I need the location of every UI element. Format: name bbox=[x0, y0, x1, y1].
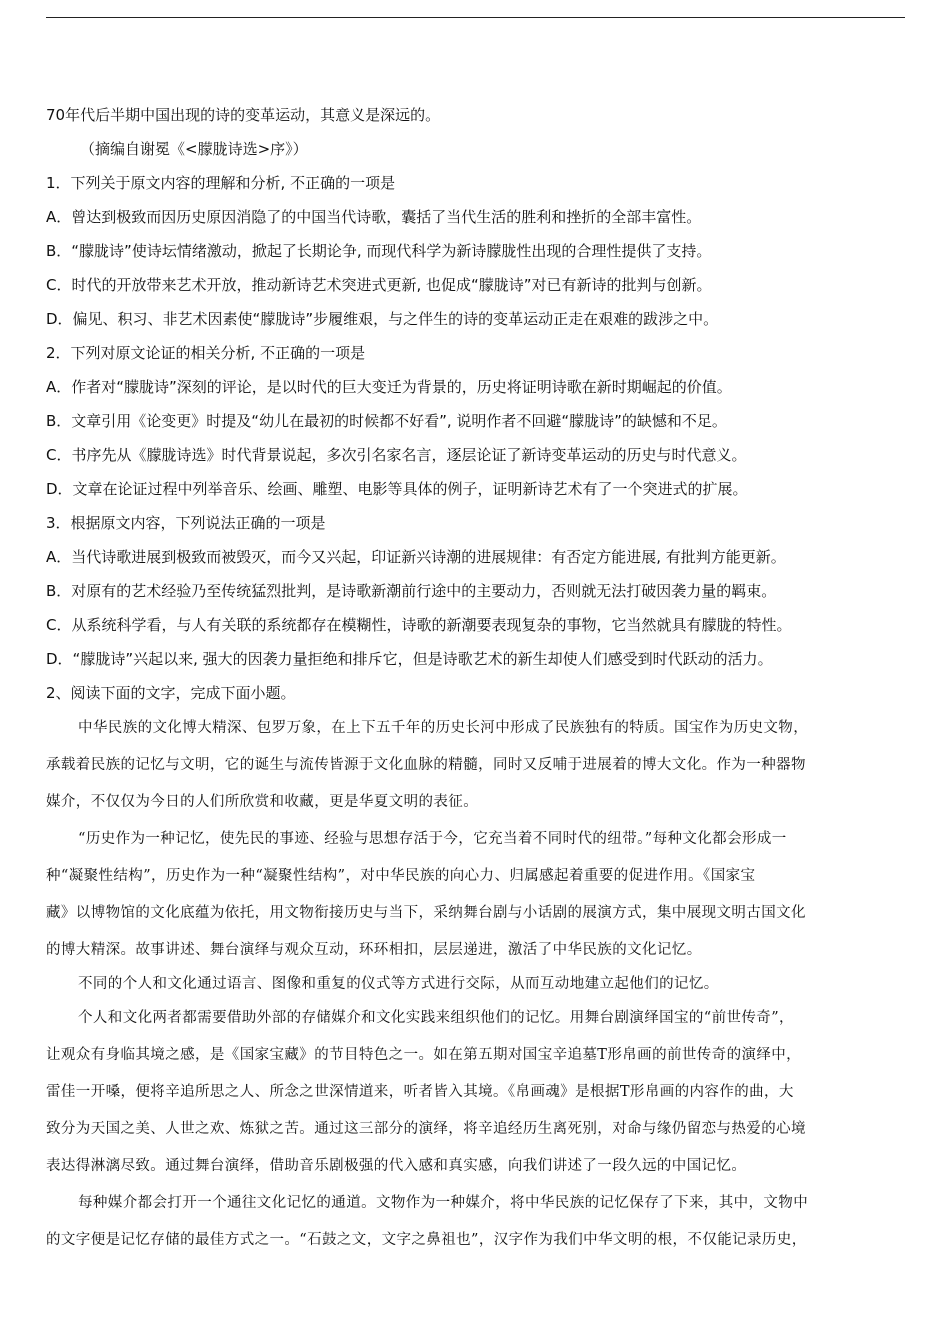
passage-paragraph-2-line-1: “历史作为一种记忆，使先民的事迹、经验与思想存活于今，它充当着不同时代的纽带。”每种文化都会形成一 bbox=[78, 831, 787, 847]
passage-paragraph-5-line-1: 每种媒介都会打开一个通往文化记忆的通道。文物作为一种媒介，将中华民族的记忆保存了下来，其中，文物中 bbox=[78, 1195, 809, 1211]
question-2-option-a: A．作者对“朦胧诗”深刻的评论，是以时代的巨大变迁为背景的，历史将证明诗歌在新时期崛起的价值。 bbox=[46, 378, 732, 396]
passage-paragraph-4-line-5: 表达得淋漓尽致。通过舞台演绎，借助音乐剧极强的代入感和真实感，向我们讲述了一段久远的中国记忆。 bbox=[46, 1158, 747, 1174]
passage-paragraph-1-line-3: 媒介，不仅仅为今日的人们所欣赏和收藏，更是华夏文明的表征。 bbox=[46, 794, 479, 810]
question-1-option-a: A．曾达到极致而因历史原因消隐了的中国当代诗歌，囊括了当代生活的胜利和挫折的全部丰富性。 bbox=[46, 208, 702, 226]
question-1-stem: 1．下列关于原文内容的理解和分析, 不正确的一项是 bbox=[46, 174, 396, 192]
section-2-heading: 2、阅读下面的文字，完成下面小题。 bbox=[46, 684, 296, 702]
intro-line: 70年代后半期中国出现的诗的变革运动，其意义是深远的。 bbox=[46, 106, 441, 124]
passage-paragraph-2-line-4: 的博大精深。故事讲述、舞台演绎与观众互动，环环相扣，层层递进，激活了中华民族的文化记忆。 bbox=[46, 942, 702, 958]
question-1-option-c: C．时代的开放带来艺术开放，推动新诗艺术突进式更新, 也促成“朦胧诗”对已有新诗的批判与创新。 bbox=[46, 276, 712, 294]
question-1-option-d: D．偏见、积习、非艺术因素使“朦胧诗”步履维艰，与之伴生的诗的变革运动正走在艰难的跋涉之中。 bbox=[46, 310, 719, 328]
question-2-option-c: C．书序先从《朦胧诗选》时代背景说起，多次引名家名言，逐层论证了新诗变革运动的历史与时代意义。 bbox=[46, 446, 747, 464]
passage-paragraph-1-line-2: 承载着民族的记忆与文明，它的诞生与流传皆源于文化血脉的精髓，同时又反哺于进展着的博大文化。作为一种器物 bbox=[46, 757, 806, 773]
question-3-stem: 3．根据原文内容，下列说法正确的一项是 bbox=[46, 514, 326, 532]
reading-passage bbox=[46, 710, 910, 1259]
document-body bbox=[46, 98, 910, 1259]
question-3-option-a: A．当代诗歌进展到极致而被毁灭，而今又兴起，印证新兴诗潮的进展规律：有否定方能进展, 有批判方能更新。 bbox=[46, 548, 786, 566]
passage-paragraph-4-line-4: 致分为天国之美、人世之欢、炼狱之苦。通过这三部分的演绎，将辛追经历生离死别，对命与缘仍留恋与热爱的心境 bbox=[46, 1121, 806, 1137]
question-2-stem: 2．下列对原文论证的相关分析, 不正确的一项是 bbox=[46, 344, 366, 362]
passage-paragraph-4-line-2: 让观众有身临其境之感，是《国家宝藏》的节目特色之一。如在第五期对国宝辛追墓T形帛画的前世传奇的演绎中， bbox=[46, 1047, 802, 1063]
passage-paragraph-3-line-1: 不同的个人和文化通过语言、图像和重复的仪式等方式进行交际，从而互动地建立起他们的记忆。 bbox=[78, 976, 719, 992]
source-citation: （摘编自谢冕《<朦胧诗选>序》） bbox=[80, 140, 308, 158]
passage-paragraph-4-line-1: 个人和文化两者都需要借助外部的存储媒介和文化实践来组织他们的记忆。用舞台剧演绎国宝的“前世传奇”， bbox=[78, 1010, 794, 1026]
question-3-option-b: B．对原有的艺术经验乃至传统猛烈批判，是诗歌新潮前行途中的主要动力，否则就无法打破因袭力量的羁束。 bbox=[46, 582, 777, 600]
question-2-option-b: B．文章引用《论变更》时提及“幼儿在最初的时候都不好看”, 说明作者不回避“朦胧诗”的缺憾和不足。 bbox=[46, 412, 727, 430]
passage-paragraph-2-line-2: 种“凝聚性结构”，历史作为一种“凝聚性结构”，对中华民族的向心力、归属感起着重要的促进作用。《国家宝 bbox=[46, 868, 756, 884]
header-rule bbox=[46, 17, 905, 18]
question-3-option-c: C．从系统科学看，与人有关联的系统都存在模糊性，诗歌的新潮要表现复杂的事物，它当然就具有朦胧的特性。 bbox=[46, 616, 792, 634]
question-1-option-b: B．“朦胧诗”使诗坛情绪激动，掀起了长期论争, 而现代科学为新诗朦胧性出现的合理性提供了支持。 bbox=[46, 242, 712, 260]
passage-paragraph-1-line-1: 中华民族的文化博大精深、包罗万象，在上下五千年的历史长河中形成了民族独有的特质。国宝作为历史文物， bbox=[78, 720, 809, 736]
passage-paragraph-2-line-3: 藏》以博物馆的文化底蕴为依托，用文物衔接历史与当下，采纳舞台剧与小话剧的展演方式，集中展现文明古国文化 bbox=[46, 905, 806, 921]
passage-paragraph-4-line-3: 雷佳一开嗓，便将辛追所思之人、所念之世深情道来，听者皆入其境。《帛画魂》是根据T形帛画的内容作的曲，大 bbox=[46, 1084, 794, 1100]
question-2-option-d: D．文章在论证过程中列举音乐、绘画、雕塑、电影等具体的例子，证明新诗艺术有了一个突进式的扩展。 bbox=[46, 480, 748, 498]
passage-paragraph-5-line-2: 的文字便是记忆存储的最佳方式之一。“石鼓之文，文字之鼻祖也”，汉字作为我们中华文明的根，不仅能记录历史， bbox=[46, 1232, 807, 1248]
question-3-option-d: D．“朦胧诗”兴起以来, 强大的因袭力量拒绝和排斥它，但是诗歌艺术的新生却使人们感受到时代跃动的活力。 bbox=[46, 650, 773, 668]
